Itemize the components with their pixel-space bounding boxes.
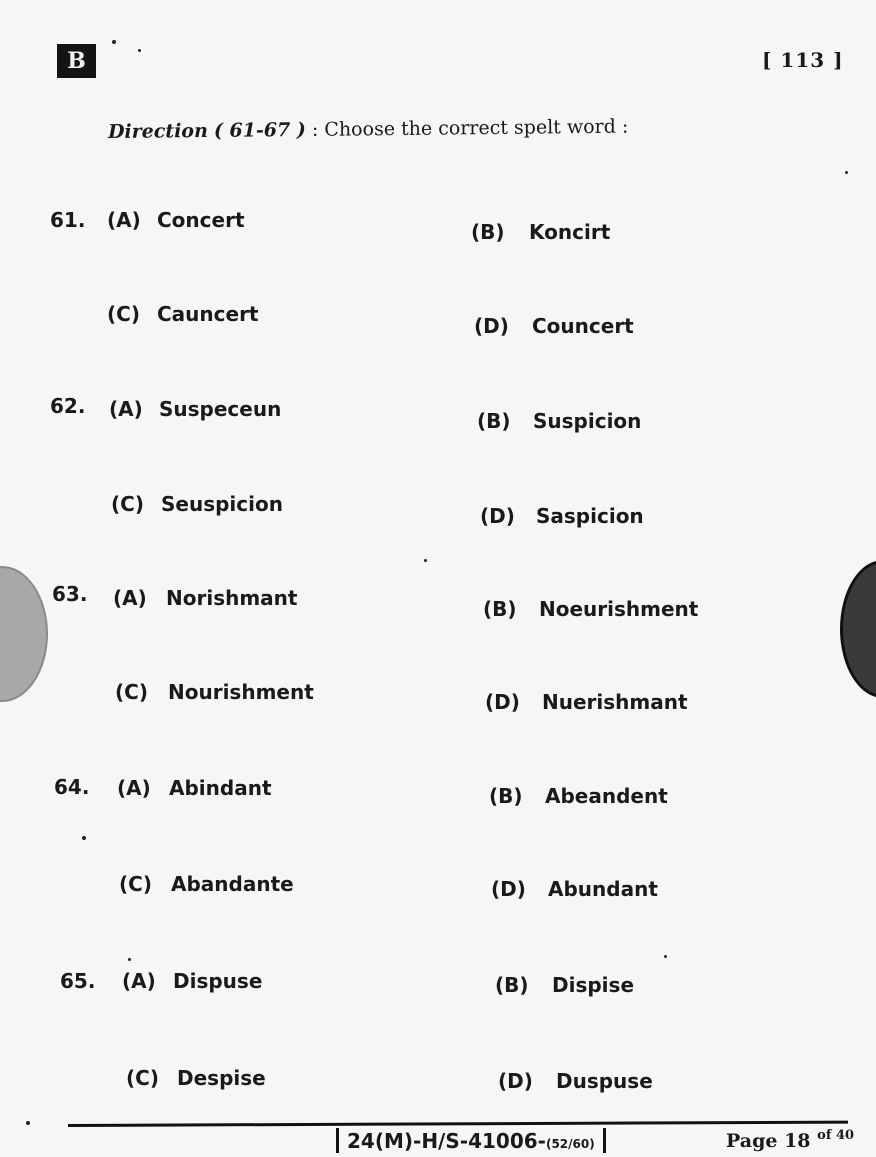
option-letter: (C) (111, 492, 144, 516)
question-number: 63. (52, 582, 88, 606)
option-d (480, 504, 644, 528)
option-text: Koncirt (529, 220, 611, 244)
option-d (498, 1069, 653, 1093)
option-text: Suspicion (533, 409, 642, 433)
option-letter: (A) (122, 969, 156, 993)
option-text: Seuspicion (161, 492, 283, 516)
option-letter: (C) (107, 302, 140, 326)
option-text: Suspeceun (159, 397, 282, 421)
paper-code (336, 1128, 606, 1153)
option-text: Saspicion (536, 504, 644, 528)
option-text: Duspuse (556, 1069, 653, 1093)
option-letter: (A) (109, 397, 143, 421)
page-total: of 40 (817, 1128, 855, 1143)
option-text: Dispise (552, 973, 635, 997)
option-letter: (A) (107, 208, 141, 232)
question-number: 61. (50, 208, 86, 232)
option-text: Abandante (171, 872, 294, 896)
page-label: Page 18 (726, 1130, 811, 1152)
option-a (107, 208, 245, 232)
set-label: B (57, 44, 96, 78)
question-number: 62. (50, 394, 86, 418)
punch-hole-left (0, 566, 48, 702)
ink-speck (424, 559, 427, 562)
option-letter: (D) (474, 314, 509, 338)
option-a (113, 586, 297, 610)
option-a (117, 776, 272, 800)
paper-code-main: 24(M)-H/S-41006- (347, 1129, 546, 1153)
option-letter: (B) (477, 409, 511, 433)
option-text: Nourishment (168, 680, 314, 704)
direction-text: : Choose the correct spelt word : (311, 115, 629, 141)
option-text: Noeurishment (539, 597, 699, 621)
page-number (726, 1128, 854, 1152)
option-b (489, 784, 668, 808)
option-text: Abundant (548, 877, 658, 901)
ink-speck (664, 955, 667, 958)
option-letter: (B) (489, 784, 523, 808)
option-b (477, 409, 641, 433)
option-text: Norishmant (166, 586, 298, 610)
question-number: 64. (54, 775, 90, 799)
option-text: Councert (532, 314, 634, 338)
option-letter: (D) (485, 690, 520, 714)
option-text: Despise (177, 1066, 266, 1090)
option-text: Dispuse (173, 969, 263, 993)
option-text: Concert (157, 208, 245, 232)
option-text: Abeandent (545, 784, 668, 808)
ink-speck (82, 836, 86, 840)
option-d (485, 690, 688, 714)
option-text: Abindant (169, 776, 272, 800)
ink-speck (138, 49, 141, 52)
direction-range: ( 61-67 ) (213, 118, 306, 142)
ink-speck (112, 40, 116, 44)
page-code: [ 113 ] (762, 48, 844, 72)
option-text: Nuerishmant (542, 690, 688, 714)
ink-speck (128, 958, 131, 961)
option-letter: (B) (471, 220, 505, 244)
option-letter: (A) (113, 586, 147, 610)
question-number: 65. (60, 969, 96, 993)
option-a (109, 397, 281, 421)
option-letter: (C) (126, 1066, 159, 1090)
direction-line (108, 116, 629, 143)
option-d (491, 877, 658, 901)
option-letter: (D) (480, 504, 515, 528)
direction-label: Direction (107, 119, 208, 143)
option-letter: (A) (117, 776, 151, 800)
option-c (107, 302, 259, 326)
punch-hole-right (840, 560, 876, 698)
option-c (119, 872, 294, 896)
option-b (495, 973, 634, 997)
option-letter: (B) (495, 973, 529, 997)
option-a (122, 969, 262, 993)
option-c (126, 1066, 266, 1090)
ink-speck (845, 171, 848, 174)
paper-code-sub: (52/60) (545, 1137, 595, 1151)
footer-rule (68, 1121, 848, 1127)
option-letter: (D) (498, 1069, 533, 1093)
option-b (483, 597, 698, 621)
option-letter: (C) (115, 680, 148, 704)
option-letter: (B) (483, 597, 517, 621)
option-letter: (D) (491, 877, 526, 901)
option-b (471, 220, 610, 244)
option-letter: (C) (119, 872, 152, 896)
option-d (474, 314, 634, 338)
option-c (115, 680, 314, 704)
option-text: Cauncert (157, 302, 259, 326)
option-c (111, 492, 283, 516)
ink-speck (26, 1121, 30, 1125)
